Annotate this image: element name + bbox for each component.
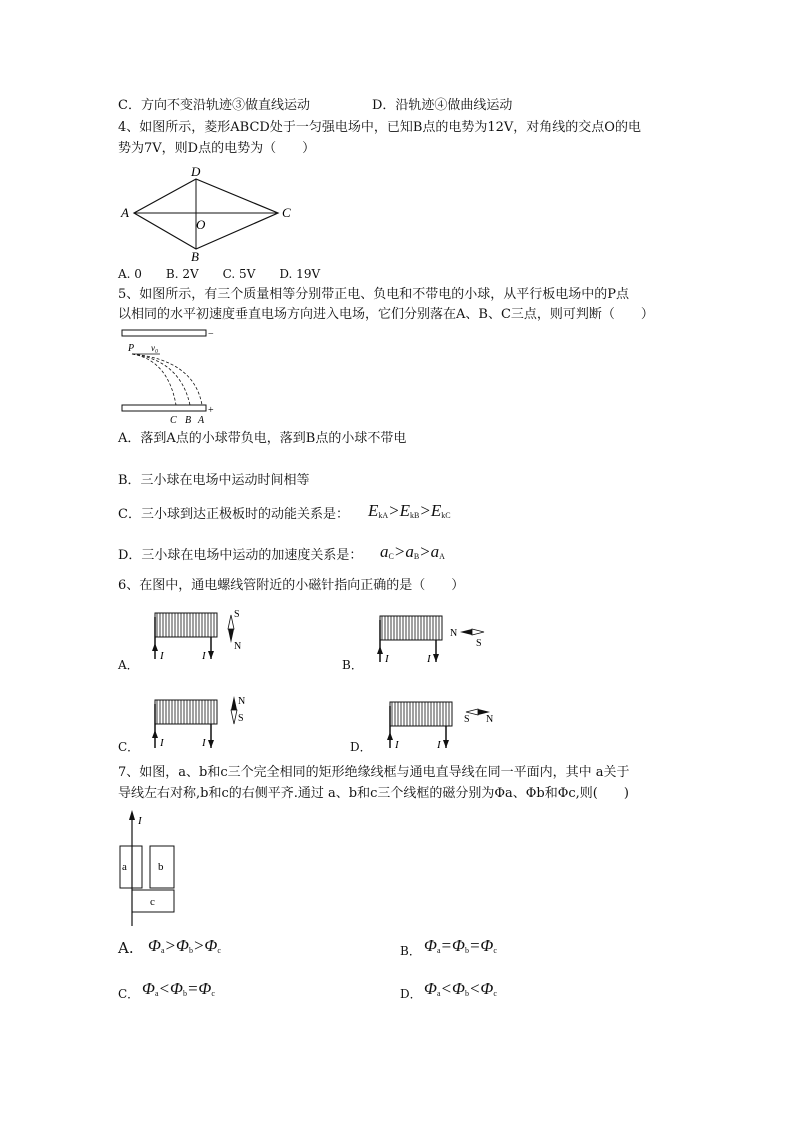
q5-label-plus: + <box>208 405 214 416</box>
q5-stem-line2: 以相同的水平初速度垂直电场方向进入电场，它们分别落在A、B、C三点，则可判断（ ） <box>118 307 654 322</box>
q6-solenoid-a <box>145 603 255 665</box>
q6-option-c: C． <box>118 740 140 754</box>
q6c-label-i-left: I <box>160 737 164 749</box>
q6-option-a: A． <box>118 658 139 672</box>
q5-label-b: B <box>185 415 192 426</box>
q5-option-d: D．三小球在电场中运动的加速度关系是： <box>118 548 363 563</box>
q4-stem-line2: 势为7V，则D点的电势为（ ） <box>118 141 316 156</box>
q7-label-i: I <box>138 815 142 827</box>
q7-option-a-formula: $\Phi_a>\Phi_b>\Phi_c$ <box>148 936 221 955</box>
q5-option-b: B．三小球在电场中运动时间相等 <box>118 473 310 488</box>
q5-label-v0: v₀ <box>151 343 159 353</box>
prev-option-c: C．方向不变沿轨迹③做直线运动 <box>118 98 310 113</box>
q4-options: A. 0 B. 2V C. 5V D. 19V <box>118 267 321 281</box>
q5-option-c: C．三小球到达正极板时的动能关系是： <box>118 507 349 522</box>
q7-label-c: c <box>150 896 155 908</box>
q6d-label-i-right: I <box>437 739 441 751</box>
q7-wire-frames-diagram <box>118 808 188 928</box>
q7-option-c-formula: $\Phi_a<\Phi_b=\Phi_c$ <box>142 979 215 998</box>
q7-option-c-letter: C． <box>118 987 140 1001</box>
q5-label-a: A <box>198 415 205 426</box>
q6a-label-i-right: I <box>202 650 206 662</box>
q6c-label-i-right: I <box>202 737 206 749</box>
q6a-label-s: S <box>234 609 240 620</box>
prev-option-d: D．沿轨迹④做曲线运动 <box>372 98 513 113</box>
q7-option-d-letter: D． <box>400 987 422 1001</box>
q4-label-a: A <box>121 205 129 220</box>
q5-label-minus: − <box>208 329 214 340</box>
q5-option-a: A．落到A点的小球带负电，落到B点的小球不带电 <box>118 431 407 446</box>
q6c-label-n: N <box>238 696 246 707</box>
q7-label-b: b <box>158 861 164 873</box>
q6d-label-s: S <box>464 714 470 725</box>
q6-solenoid-b <box>370 606 500 668</box>
q4-label-o: O <box>196 217 206 232</box>
q6d-label-n: N <box>486 714 494 725</box>
q7-label-a: a <box>122 861 127 873</box>
q7-stem-line1: 7、如图，a、b和c三个完全相同的矩形绝缘线框与通电直导线在同一平面内，其中 a关于 <box>118 765 630 780</box>
q7-option-b-letter: B． <box>400 944 421 958</box>
q5-label-p: P <box>128 343 135 354</box>
q5-stem-line1: 5、如图所示，有三个质量相等分别带正电、负电和不带电的小球，从平行板电场中的P点 <box>118 287 630 302</box>
q6-solenoid-c <box>145 690 255 752</box>
q4-label-c: C <box>282 205 291 220</box>
q7-option-d-formula: $\Phi_a<\Phi_b<\Phi_c$ <box>424 979 497 998</box>
q6-solenoid-d <box>380 692 510 754</box>
q7-option-b-formula: $\Phi_a=\Phi_b=\Phi_c$ <box>424 936 497 955</box>
q6-option-b: B． <box>342 658 363 672</box>
q7-option-a-letter: A. <box>118 939 134 957</box>
q5-label-c: C <box>170 415 177 426</box>
q7-stem-line2: 导线左右对称,b和c的右侧平齐.通过 a、b和c三个线框的磁分别为Φa、Φb和Φc,则( ) <box>118 786 629 801</box>
q6b-label-i-right: I <box>427 653 431 665</box>
q5-parallel-plate-diagram <box>118 326 228 426</box>
q6-stem: 6、在图中，通电螺线管附近的小磁针指向正确的是（ ） <box>118 578 465 593</box>
q4-rhombus-diagram <box>118 163 291 264</box>
q6c-label-s: S <box>238 713 244 724</box>
q6b-label-i-left: I <box>385 653 389 665</box>
q4-label-d: D <box>191 164 201 179</box>
q6b-label-s: S <box>476 638 482 649</box>
q6d-label-i-left: I <box>395 739 399 751</box>
q5-option-d-formula: $a_C>a_B>a_A$ <box>380 542 445 561</box>
q6-option-d: D． <box>350 740 372 754</box>
q4-stem-line1: 4、如图所示，菱形ABCD处于一匀强电场中，已知B点的电势为12V，对角线的交点O的电 <box>118 120 641 135</box>
q5-option-c-formula: $E_{kA}>E_{kB}>E_{kC}$ <box>368 501 451 520</box>
q6a-label-n: N <box>234 641 242 652</box>
q6a-label-i-left: I <box>160 650 164 662</box>
q6b-label-n: N <box>450 628 458 639</box>
q4-label-b: B <box>191 249 199 264</box>
